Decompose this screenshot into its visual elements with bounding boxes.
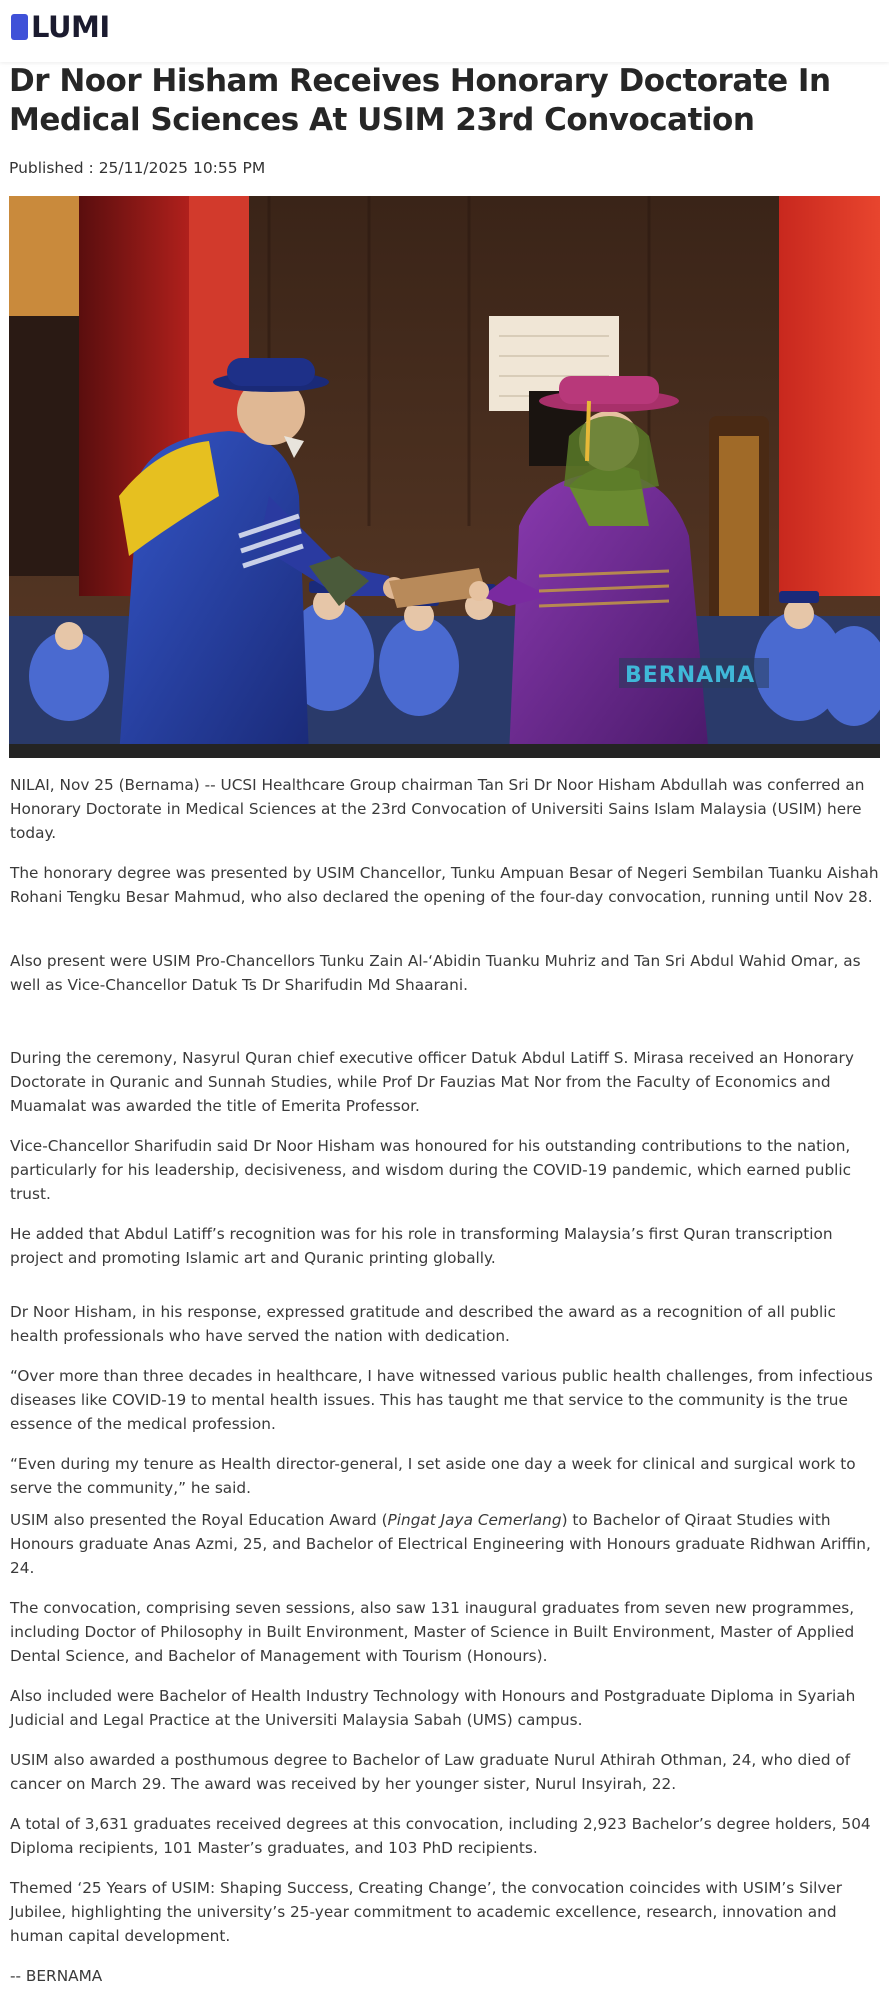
- article-paragraph: Dr Noor Hisham, in his response, expressed gratitude and described the award as a recognition of all public health professionals who have served the nation with dedication.: [10, 1303, 836, 1345]
- article-quote: “Over more than three decades in healthcare, I have witnessed various public health challenges, from infectious diseases like COVID-19 to mental health issues. This has taught me that service to the community is the true essence of the medical profession.: [10, 1367, 873, 1433]
- award-name: Pingat Jaya Cemerlang: [387, 1511, 562, 1529]
- logo-text: LUMI: [31, 10, 110, 44]
- published-date: Published : 25/11/2025 10:55 PM: [9, 159, 266, 177]
- article-paragraph: NILAI, Nov 25 (Bernama) -- UCSI Healthcare Group chairman Tan Sri Dr Noor Hisham Abdullah was conferred an Honorary Doctorate in Medical Sciences at the 23rd Convocation of Universiti Sains Islam Malaysia (USIM) here today.: [10, 776, 865, 842]
- ceremony-photo: [9, 196, 880, 758]
- article-paragraph-award: USIM also presented the Royal Education Award (Pingat Jaya Cemerlang) to Bachelor of Qiraat Studies with Honours graduate Anas Azmi, 25, and Bachelor of Electrical Engineering with Honours graduate Ridhwan Ariffin, 24.: [10, 1511, 871, 1577]
- bernama-watermark: BERNAMA: [625, 663, 756, 688]
- article-paragraph: Vice-Chancellor Sharifudin said Dr Noor Hisham was honoured for his outstanding contributions to the nation, particularly for his leadership, decisiveness, and wisdom during the COVID-19 pandemic, which earned public trust.: [10, 1137, 852, 1203]
- article-paragraph: Themed ‘25 Years of USIM: Shaping Success, Creating Change’, the convocation coincides with USIM’s Silver Jubilee, highlighting the university’s 25-year commitment to academic excellence, research, innovation and human capital development.: [10, 1879, 843, 1945]
- article-paragraph: The convocation, comprising seven sessions, also saw 131 inaugural graduates from seven new programmes, including Doctor of Philosophy in Built Environment, Master of Science in Built Environment, Master of Applied Dental Science, and Bachelor of Management with Tourism (Honours).: [10, 1599, 855, 1665]
- site-logo[interactable]: [11, 12, 110, 42]
- article-paragraph: During the ceremony, Nasyrul Quran chief executive officer Datuk Abdul Latiff S. Mirasa received an Honorary Doctorate in Quranic and Sunnah Studies, while Prof Dr Fauzias Mat Nor from the Faculty of Economics and Muamalat was awarded the title of Emerita Professor.: [10, 1049, 854, 1115]
- article-paragraph: Also present were USIM Pro-Chancellors Tunku Zain Al-‘Abidin Tuanku Muhriz and Tan Sri Abdul Wahid Omar, as well as Vice-Chancellor Datuk Ts Dr Sharifudin Md Shaarani.: [10, 952, 861, 994]
- article-title: Dr Noor Hisham Receives Honorary Doctorate In Medical Sciences At USIM 23rd Convocation: [9, 63, 831, 138]
- logo-mark-icon: [11, 14, 28, 40]
- article-paragraph: A total of 3,631 graduates received degrees at this convocation, including 2,923 Bachelor’s degree holders, 504 Diploma recipients, 101 Master’s graduates, and 103 PhD recipients.: [10, 1815, 871, 1857]
- article-paragraph: USIM also awarded a posthumous degree to Bachelor of Law graduate Nurul Athirah Othman, 24, who died of cancer on March 29. The award was received by her younger sister, Nurul Insyirah, 22.: [10, 1751, 851, 1793]
- article-paragraph: The honorary degree was presented by USIM Chancellor, Tunku Ampuan Besar of Negeri Sembilan Tuanku Aishah Rohani Tengku Besar Mahmud, who also declared the opening of the four-day convocation, running until Nov 28.: [10, 864, 879, 906]
- site-header: [0, 0, 889, 62]
- article-byline: -- BERNAMA: [10, 1967, 103, 1985]
- article-paragraph: He added that Abdul Latiff’s recognition was for his role in transforming Malaysia’s first Quran transcription project and promoting Islamic art and Quranic printing globally.: [10, 1225, 833, 1267]
- article-paragraph: Also included were Bachelor of Health Industry Technology with Honours and Postgraduate Diploma in Syariah Judicial and Legal Practice at the Universiti Malaysia Sabah (UMS) campus.: [10, 1687, 856, 1729]
- article-quote: “Even during my tenure as Health director-general, I set aside one day a week for clinical and surgical work to serve the community,” he said.: [10, 1455, 856, 1497]
- article-hero-image: [9, 196, 880, 758]
